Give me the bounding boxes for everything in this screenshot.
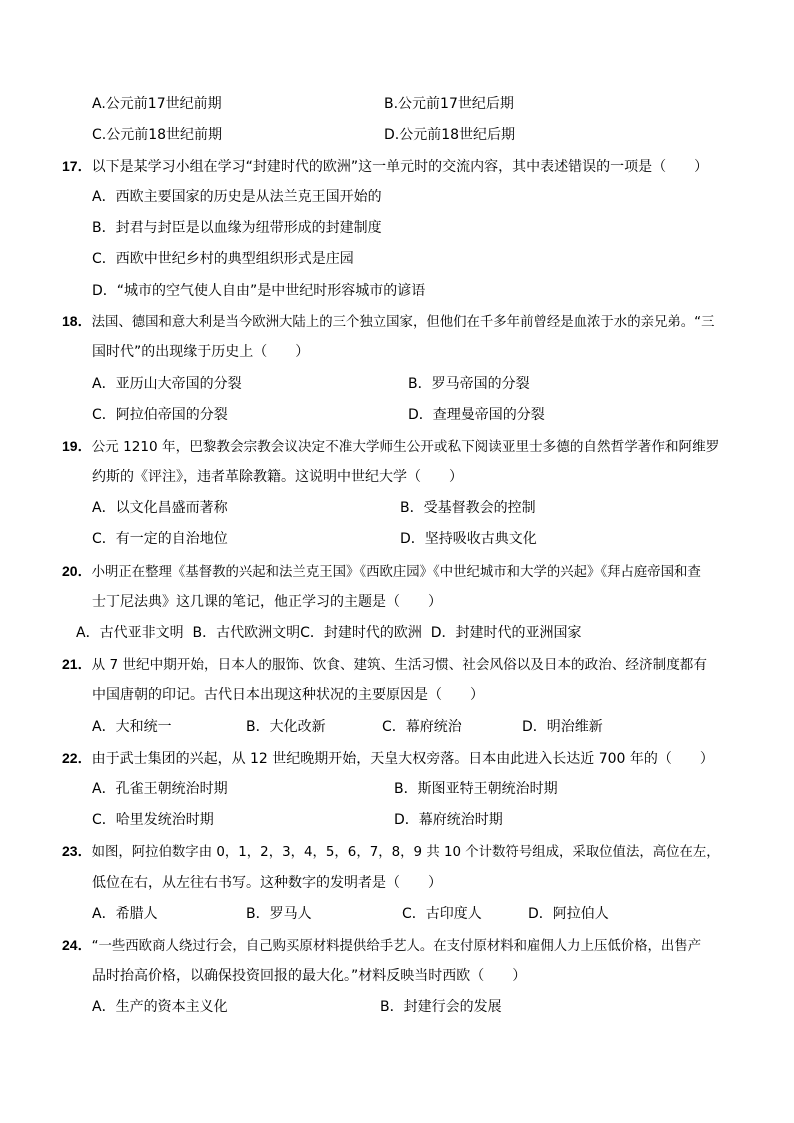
q24-stem-line1 (62, 935, 701, 957)
q18-stem-line2: 国时代”的出现缘于历史上（ ） (92, 344, 310, 360)
q22-option-d: D．幕府统治时期 (394, 812, 503, 828)
q17-option-a: A．西欧主要国家的历史是从法兰克王国开始的 (92, 189, 382, 205)
q20-option-b: B．古代欧洲文明 (192, 625, 301, 641)
q22-option-c: C．哈里发统治时期 (92, 812, 214, 828)
q23-option-a: A．希腊人 (92, 906, 158, 922)
q16-option-d: D.公元前18世纪后期 (384, 127, 516, 143)
q17-option-c: C．西欧中世纪乡村的典型组织形式是庄园 (92, 251, 354, 267)
q20-options (76, 623, 582, 643)
q21-stem-line2: 中国唐朝的印记。古代日本出现这种状况的主要原因是（ ） (92, 687, 484, 703)
q18-option-c: C．阿拉伯帝国的分裂 (92, 407, 228, 423)
q23-option-d: D．阿拉伯人 (528, 906, 609, 922)
q21-option-a: A．大和统一 (92, 719, 172, 735)
q24-number: 24． (62, 937, 92, 953)
q22-option-a: A．孔雀王朝统治时期 (92, 781, 228, 797)
q21-option-d: D．明治维新 (522, 719, 603, 735)
q23-number: 23． (62, 843, 92, 859)
q19-stem-line2: 约斯的《评注》，违者革除教籍。这说明中世纪大学（ ） (92, 469, 463, 485)
q19-stem-line1 (62, 436, 719, 457)
q16-option-c: C.公元前18世纪前期 (92, 127, 223, 143)
q18-option-a: A．亚历山大帝国的分裂 (92, 376, 242, 392)
q17-stem (62, 156, 708, 177)
q20-option-a: A．古代亚非文明 (76, 625, 184, 641)
q24-option-b: B．封建行会的发展 (380, 999, 502, 1015)
q24-option-a: A．生产的资本主义化 (92, 999, 228, 1015)
q21-number: 21． (62, 656, 92, 672)
q17-option-b: B．封君与封臣是以血缘为纽带形成的封建制度 (92, 220, 382, 236)
q22-number: 22． (62, 750, 92, 766)
q21-text-1: 从 7 世纪中期开始，日本人的服饰、饮食、建筑、生活习惯、社会风俗以及日本的政治、经济制度都有 (91, 657, 707, 673)
q24-stem-line2: 品时抬高价格，以确保投资回报的最大化。”材料反映当时西欧（ ） (92, 968, 527, 984)
q19-option-a: A．以文化昌盛而著称 (92, 500, 228, 516)
q23-option-c: C．古印度人 (402, 906, 482, 922)
q24-text-1: “一些西欧商人绕过行会，自己购买原材料提供给手艺人。在支付原材料和雇佣人力上压低价格，出售产 (91, 939, 702, 954)
q18-option-b: B．罗马帝国的分裂 (408, 376, 530, 392)
q17-text: 以下是某学习小组在学习“封建时代的欧洲”这一单元时的交流内容，其中表述错误的一项是（ ） (91, 159, 709, 175)
q22-text: 由于武士集团的兴起，从 12 世纪晚期开始，天皇大权旁落。日本由此进入长达近 700 年的（ ） (91, 751, 714, 767)
q17-number: 17． (62, 158, 92, 174)
q18-option-d: D．查理曼帝国的分裂 (408, 407, 545, 423)
q23-option-b: B．罗马人 (246, 906, 312, 922)
q16-option-a: A.公元前17世纪前期 (92, 96, 222, 112)
q19-option-b: B．受基督教会的控制 (400, 500, 536, 516)
q22-option-b: B．斯图亚特王朝统治时期 (394, 781, 558, 797)
q23-stem-line2: 低位在右，从左往右书写。这种数字的发明者是（ ） (92, 875, 442, 891)
q20-stem-line1 (62, 561, 701, 583)
q19-text-1: 公元 1210 年，巴黎教会宗教会议决定不准大学师生公开或私下阅读亚里士多德的自然哲学著作和阿维罗 (91, 439, 720, 455)
q20-stem-line2: 士丁尼法典》这几课的笔记，他正学习的主题是（ ） (92, 594, 442, 610)
q19-option-d: D．坚持吸收古典文化 (400, 531, 537, 547)
q20-option-d: D．封建时代的亚洲国家 (430, 625, 582, 641)
q19-option-c: C．有一定的自治地位 (92, 531, 228, 547)
q22-stem (62, 748, 714, 769)
q18-stem-line1 (62, 311, 714, 333)
q17-option-d: D．“城市的空气使人自由”是中世纪时形容城市的谚语 (92, 283, 426, 299)
q18-text-1: 法国、德国和意大利是当今欧洲大陆上的三个独立国家，但他们在千多年前曾经是血浓于水的亲兄弟。“三 (91, 315, 715, 330)
q20-text-1: 小明正在整理《基督教的兴起和法兰克王国》《西欧庄园》《中世纪城市和大学的兴起》《拜占庭帝国和查 (91, 565, 701, 580)
q21-option-c: C．幕府统治 (382, 719, 462, 735)
q23-text-1: 如图，阿拉伯数字由 0，1，2，3，4，5，6，7，8，9 共 10 个计数符号组成，采取位值法，高位在左， (91, 845, 720, 860)
q21-option-b: B．大化改新 (246, 719, 326, 735)
q19-number: 19． (62, 438, 92, 454)
q16-option-b: B.公元前17世纪后期 (384, 96, 514, 112)
q18-number: 18． (62, 313, 92, 329)
q21-stem-line1 (62, 654, 707, 675)
q20-option-c: C．封建时代的欧洲 (300, 625, 422, 641)
q20-number: 20． (62, 563, 92, 579)
q23-stem-line1 (62, 841, 720, 863)
